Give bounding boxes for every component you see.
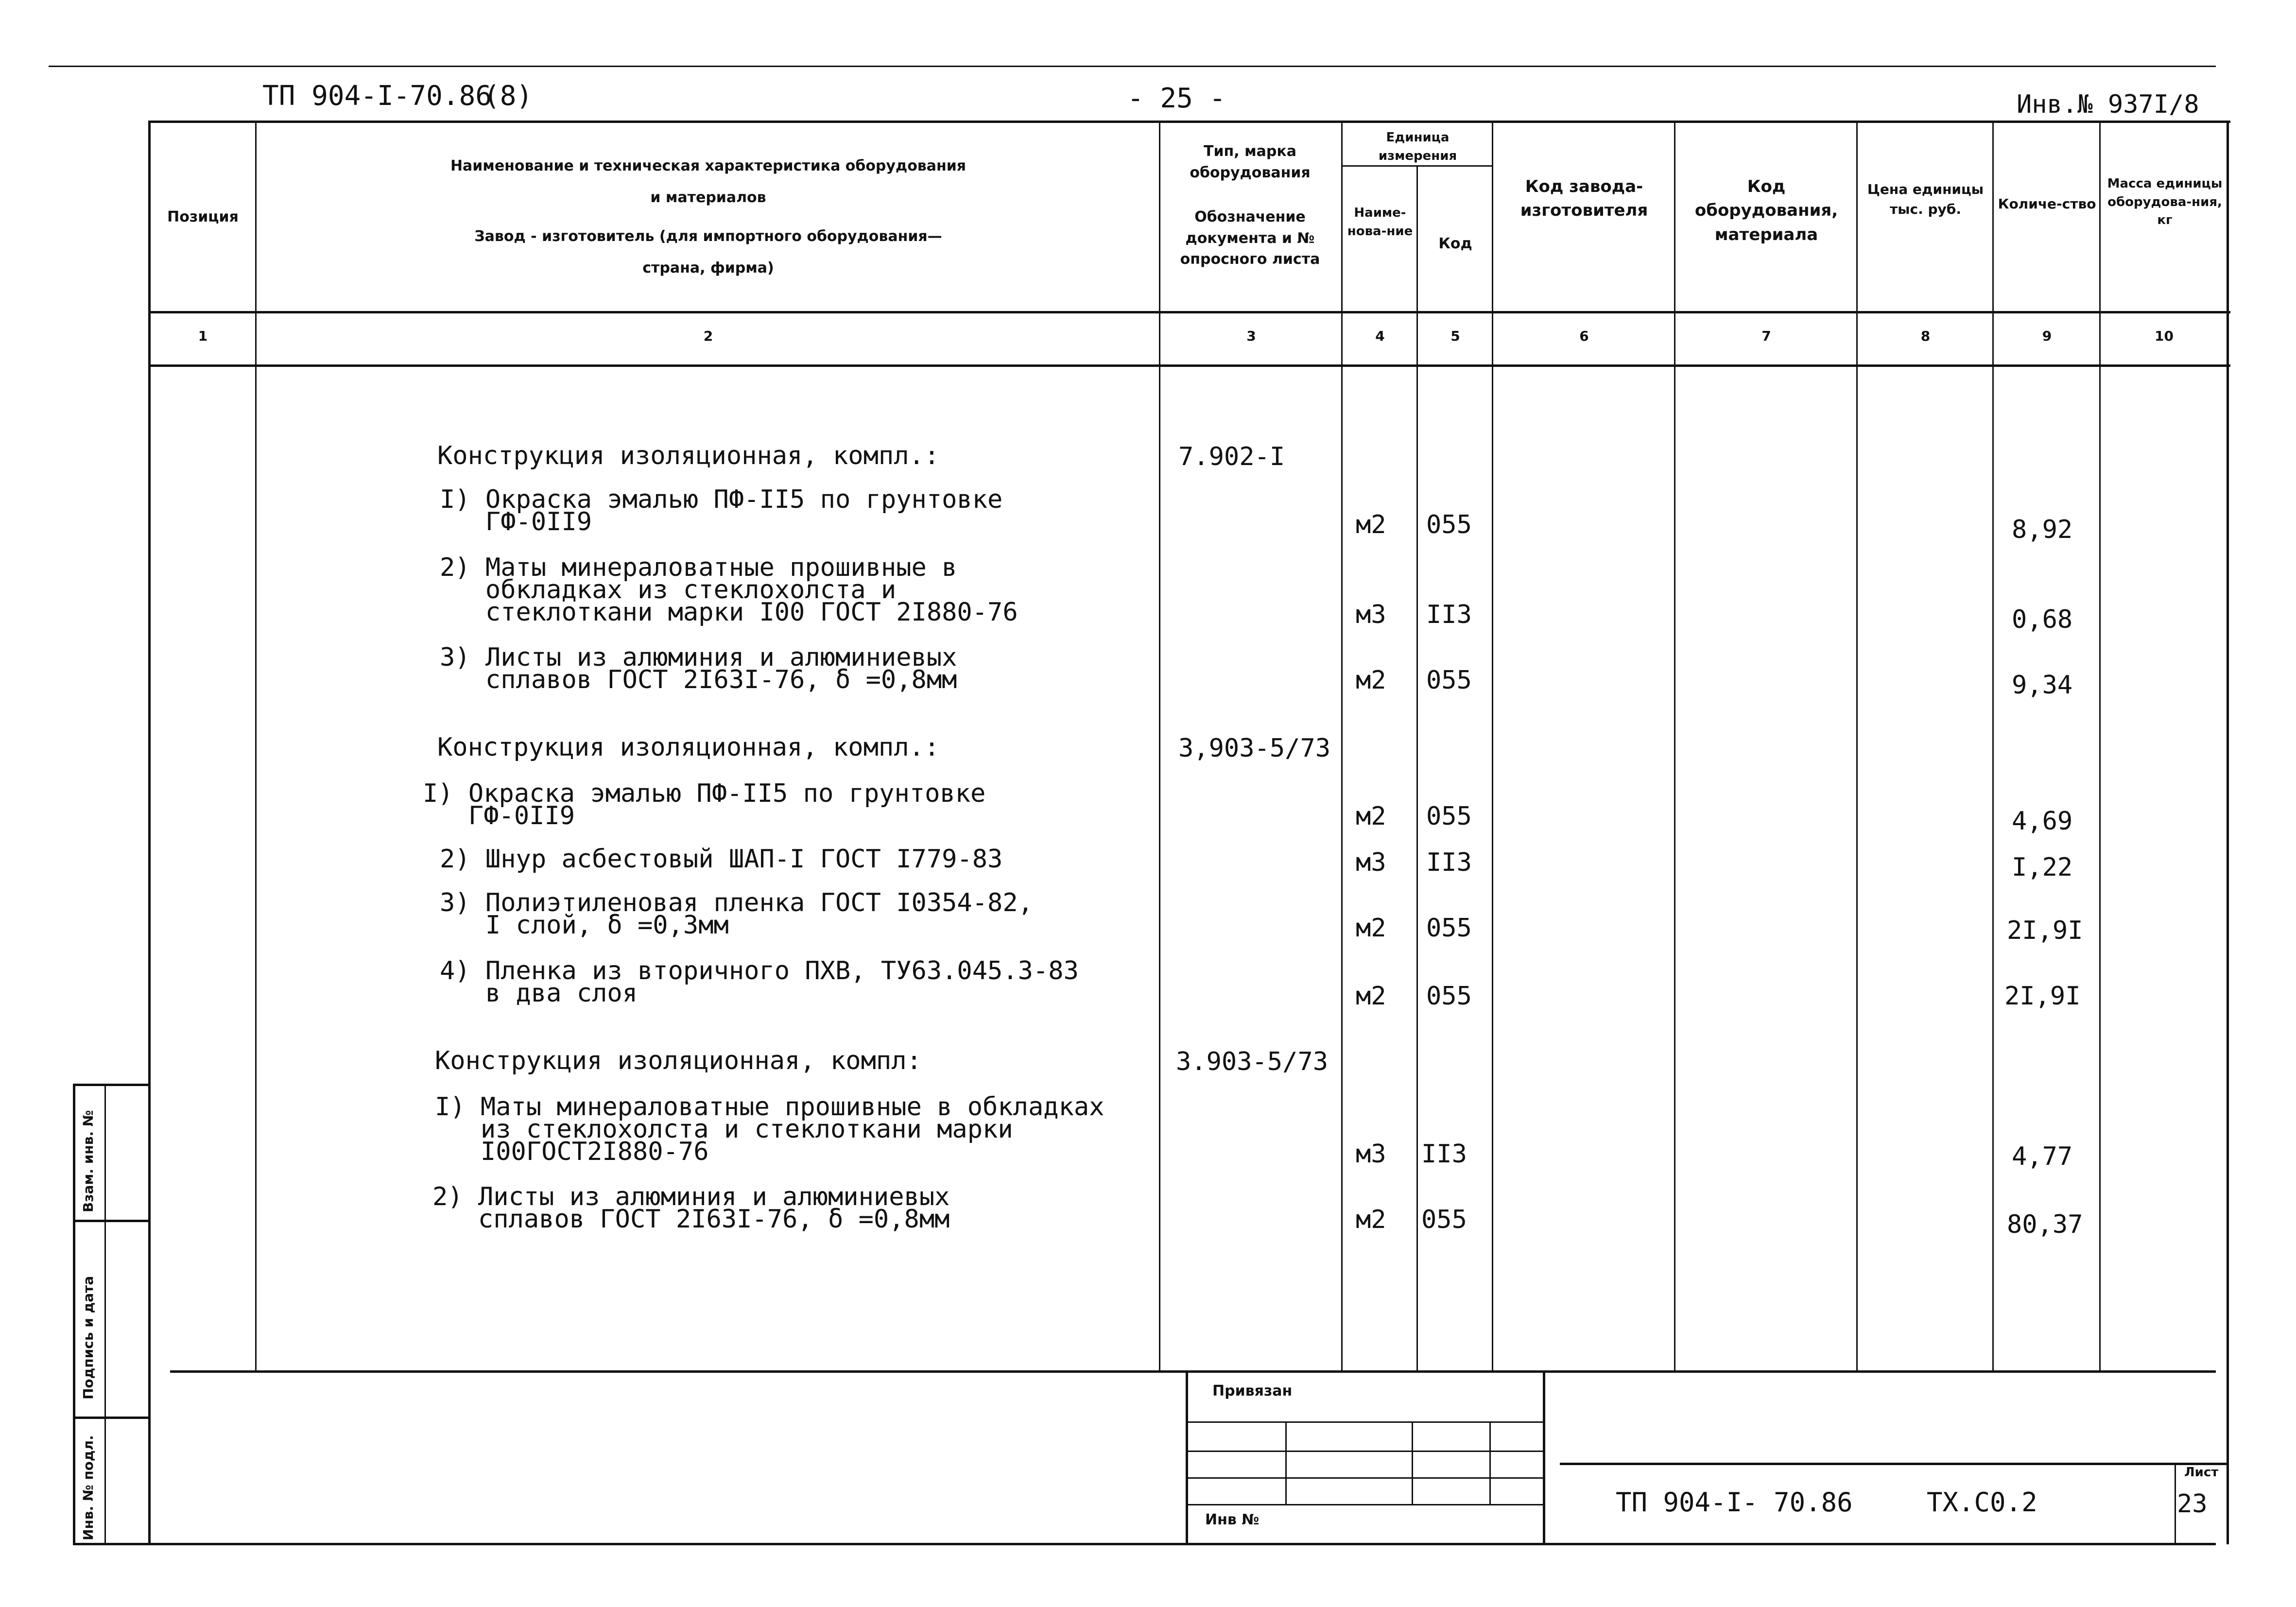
row-unit: м2 bbox=[1356, 666, 1386, 695]
stamp-grid-line bbox=[1489, 1421, 1491, 1504]
stamp-inv-label: Инв № bbox=[1205, 1511, 1260, 1528]
row-unit: м2 bbox=[1356, 510, 1386, 539]
row-name: 2) Листы из алюминия и алюминиевых сплавов ГОСТ 2I63I-76, δ =0,8мм bbox=[432, 1182, 950, 1234]
side-label-inv-orig: Инв. № подл. bbox=[80, 1435, 96, 1540]
row-code: II3 bbox=[1426, 848, 1472, 877]
row-qty: 2I,9I bbox=[2007, 916, 2083, 945]
row-name: 3) Листы из алюминия и алюминиевых сплавов ГОСТ 2I63I-76, δ =0,8мм bbox=[440, 643, 957, 694]
row-doc: 7.902-I bbox=[1178, 442, 1285, 471]
row-unit: м2 bbox=[1356, 1205, 1386, 1234]
side-label-replace-inv: Взам. инв. № bbox=[80, 1110, 96, 1212]
col-div-6 bbox=[1674, 121, 1675, 1372]
header-unit-name: Наиме-нова-ние bbox=[1347, 206, 1413, 239]
side-strip-top bbox=[73, 1084, 151, 1086]
row-qty: 80,37 bbox=[2007, 1210, 2083, 1239]
row-doc: 3.903-5/73 bbox=[1176, 1047, 1329, 1076]
body-bottom-line bbox=[170, 1370, 2216, 1373]
title-block-top bbox=[1560, 1463, 2227, 1465]
row-qty: I,22 bbox=[2012, 853, 2073, 882]
col-div-5 bbox=[1492, 121, 1493, 1372]
row-unit: м3 bbox=[1356, 600, 1386, 629]
col-div-1 bbox=[255, 121, 257, 1372]
row-qty: 2I,9I bbox=[2004, 982, 2081, 1011]
column-number: 6 bbox=[1579, 328, 1589, 344]
page-bottom-line bbox=[73, 1543, 2216, 1545]
header-price: Цена единицы тыс. руб. bbox=[1867, 181, 1984, 217]
row-name: 4) Пленка из вторичного ПХВ, ТУ63.045.3-83 в два слоя bbox=[440, 956, 1079, 1008]
side-label-sign-date: Подпись и дата bbox=[80, 1276, 96, 1400]
row-name: I) Окраска эмалью ПФ-II5 по грунтовке ГФ-0II9 bbox=[423, 779, 986, 830]
stamp-attached-label: Привязан bbox=[1212, 1382, 1293, 1400]
row-qty: 8,92 bbox=[2012, 515, 2073, 544]
column-number: 4 bbox=[1375, 328, 1385, 344]
col-div-8 bbox=[1992, 121, 1994, 1372]
right-frame bbox=[2227, 121, 2229, 1544]
header-name-line2: и материалов bbox=[650, 189, 766, 206]
row-unit: м3 bbox=[1356, 1140, 1386, 1169]
sheet-box-left bbox=[2175, 1463, 2176, 1543]
stamp-left bbox=[1186, 1370, 1188, 1543]
side-strip-div bbox=[73, 1220, 151, 1222]
header-quantity: Количе-ство bbox=[1998, 196, 2096, 212]
row-code: 055 bbox=[1426, 510, 1472, 539]
document-code: ТП 904-I-70.86 bbox=[262, 80, 492, 112]
row-code: 055 bbox=[1426, 802, 1472, 831]
header-doc: Обозначение документа и № опросного листа bbox=[1180, 208, 1320, 268]
row-name: Конструкция изоляционная, компл.: bbox=[437, 733, 940, 762]
stamp-grid-line bbox=[1412, 1421, 1413, 1504]
header-position: Позиция bbox=[167, 208, 239, 225]
header-name-line4: страна, фирма) bbox=[642, 259, 774, 276]
column-number: 7 bbox=[1761, 328, 1771, 344]
header-material-code: Код оборудования, материала bbox=[1694, 177, 1838, 244]
row-code: II3 bbox=[1421, 1140, 1467, 1169]
header-name-line3: Завод - изготовитель (для импортного оборудования— bbox=[474, 228, 942, 245]
column-number: 2 bbox=[703, 328, 713, 344]
row-unit: м3 bbox=[1356, 848, 1386, 877]
column-number: 3 bbox=[1246, 328, 1256, 344]
header-bottom-line bbox=[151, 311, 2230, 313]
header-unit-group: Единица измерения bbox=[1378, 130, 1457, 163]
col-div-2 bbox=[1159, 121, 1160, 1372]
header-mass: Масса единицы оборудова-ния, кг bbox=[2107, 176, 2223, 228]
column-number: 9 bbox=[2042, 328, 2052, 344]
col-div-4 bbox=[1416, 165, 1418, 1372]
side-strip-div bbox=[73, 1417, 151, 1419]
title-block-section: ТХ.С0.2 bbox=[1927, 1487, 2037, 1518]
sheet-label: Лист bbox=[2184, 1465, 2219, 1480]
header-plant-code: Код завода-изготовителя bbox=[1520, 177, 1648, 221]
page-number: - 25 - bbox=[1127, 83, 1226, 114]
stamp-grid-line bbox=[1186, 1504, 1543, 1505]
header-type: Тип, марка оборудования bbox=[1190, 143, 1311, 181]
row-code: 055 bbox=[1421, 1205, 1467, 1234]
row-code: 055 bbox=[1426, 666, 1472, 695]
row-qty: 9,34 bbox=[2012, 671, 2073, 700]
row-code: II3 bbox=[1426, 600, 1472, 629]
row-name: I) Окраска эмалью ПФ-II5 по грунтовке ГФ-0II9 bbox=[440, 485, 1003, 536]
row-code: 055 bbox=[1426, 914, 1472, 943]
row-unit: м2 bbox=[1356, 914, 1386, 943]
header-name-line1: Наименование и техническая характеристика оборудования bbox=[450, 157, 967, 174]
stamp-right bbox=[1543, 1370, 1545, 1543]
sheet-number: 23 bbox=[2177, 1489, 2208, 1519]
row-qty: 4,77 bbox=[2012, 1142, 2073, 1171]
document-code-suffix: (8) bbox=[483, 80, 533, 112]
row-qty: 0,68 bbox=[2012, 605, 2073, 634]
row-unit: м2 bbox=[1356, 982, 1386, 1011]
header-unit-code: Код bbox=[1438, 235, 1472, 252]
table-top-line bbox=[151, 121, 2230, 123]
side-strip-inner bbox=[104, 1084, 106, 1543]
row-name: I) Маты минераловатные прошивные в обкладках из стеклохолста и стеклоткани марки I00ГОСТ2I880-76 bbox=[435, 1092, 1105, 1166]
side-strip-left bbox=[73, 1084, 75, 1543]
column-number: 1 bbox=[198, 328, 208, 344]
column-number: 8 bbox=[1920, 328, 1931, 344]
row-doc: 3,903-5/73 bbox=[1178, 734, 1331, 763]
row-name: Конструкция изоляционная, компл: bbox=[435, 1046, 922, 1075]
row-name: 2) Шнур асбестовый ШАП-I ГОСТ I779-83 bbox=[440, 845, 1003, 874]
col-div-3 bbox=[1341, 121, 1343, 1372]
top-rule bbox=[49, 66, 2216, 67]
col-div-9 bbox=[2099, 121, 2101, 1372]
row-qty: 4,69 bbox=[2012, 807, 2073, 836]
unit-group-line bbox=[1341, 165, 1492, 167]
row-unit: м2 bbox=[1356, 802, 1386, 831]
row-code: 055 bbox=[1426, 982, 1472, 1011]
row-name: Конструкция изоляционная, компл.: bbox=[437, 441, 940, 470]
stamp-grid-line bbox=[1285, 1421, 1287, 1504]
column-number: 5 bbox=[1450, 328, 1460, 344]
inventory-number: Инв.№ 937I/8 bbox=[2017, 90, 2199, 119]
row-name: 2) Маты минераловатные прошивные в обкладках из стеклохолста и стеклоткани марки I00 ГОСТ 2I880-76 bbox=[440, 553, 1018, 627]
title-block-code: ТП 904-I- 70.86 bbox=[1616, 1487, 1853, 1518]
row-name: 3) Полиэтиленовая пленка ГОСТ I0354-82, I слой, δ =0,3мм bbox=[440, 888, 1033, 940]
numbers-bottom-line bbox=[151, 364, 2230, 367]
col-div-7 bbox=[1856, 121, 1858, 1372]
column-number: 10 bbox=[2155, 328, 2174, 344]
